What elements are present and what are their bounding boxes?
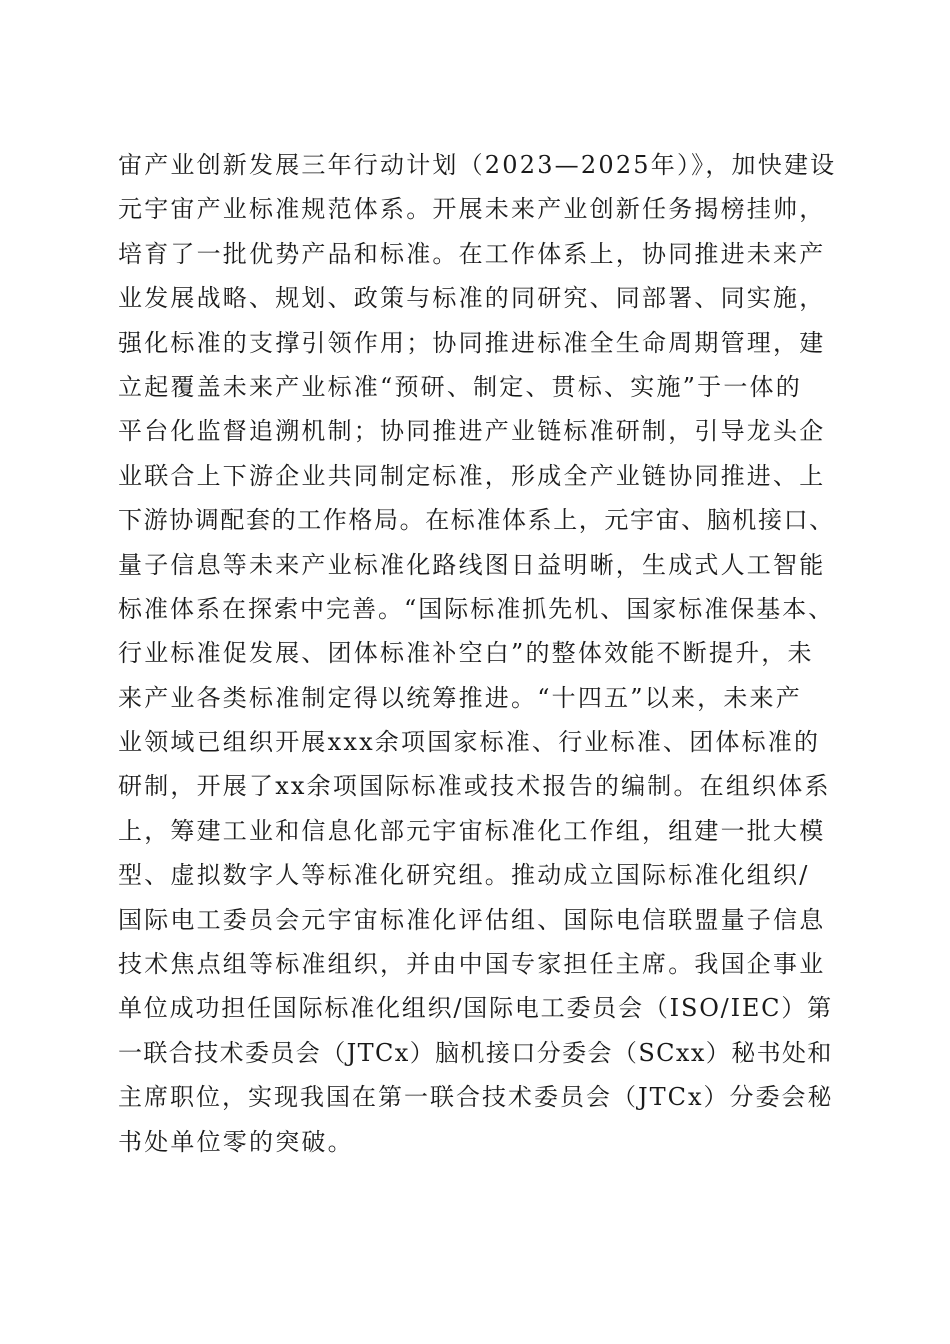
paragraph-line: 业领域已组织开展xxx余项国家标准、行业标准、团体标准的	[118, 728, 821, 757]
paragraph-line: 培育了一批优势产品和标准。在工作体系上，协同推进未来产	[118, 239, 826, 268]
paragraph-line: 宙产业创新发展三年行动计划（2023—2025年）》，加快建设	[118, 151, 837, 179]
paragraph-line: 平台化监督追溯机制；协同推进产业链标准研制，引导龙头企	[118, 417, 826, 446]
paragraph-line: 业发展战略、规划、政策与标准的同研究、同部署、同实施，	[118, 284, 826, 313]
paragraph-line: 单位成功担任国际标准化组织/国际电工委员会（ISO/IEC）第	[118, 994, 833, 1023]
paragraph-line: 上，筹建工业和信息化部元宇宙标准化工作组，组建一批大模	[118, 816, 826, 845]
paragraph-line: 书处单位零的突破。	[118, 1127, 354, 1156]
paragraph-line: 型、虚拟数字人等标准化研究组。推动成立国际标准化组织/	[118, 861, 810, 890]
paragraph-line: 下游协调配套的工作格局。在标准体系上，元宇宙、脑机接口、	[118, 506, 835, 535]
paragraph-line: 技术焦点组等标准组织，并由中国专家担任主席。我国企事业	[118, 950, 826, 979]
paragraph-line: 来产业各类标准制定得以统筹推进。“十四五”以来，未来产	[118, 683, 802, 712]
paragraph-line: 量子信息等未来产业标准化路线图日益明晰，生成式人工智能	[118, 550, 826, 579]
body-paragraph	[118, 143, 838, 1164]
paragraph-line: 立起覆盖未来产业标准“预研、制定、贯标、实施”于一体的	[118, 372, 802, 401]
paragraph-line: 国际电工委员会元宇宙标准化评估组、国际电信联盟量子信息	[118, 905, 826, 934]
paragraph-line: 行业标准促发展、团体标准补空白”的整体效能不断提升，未	[118, 639, 814, 668]
paragraph-line: 业联合上下游企业共同制定标准，形成全产业链协同推进、上	[118, 461, 826, 490]
paragraph-line: 主席职位，实现我国在第一联合技术委员会（JTCx）分委会秘	[118, 1083, 834, 1112]
paragraph-line: 强化标准的支撑引领作用；协同推进标准全生命周期管理，建	[118, 328, 826, 357]
paragraph-line: 标准体系在探索中完善。“国际标准抓先机、国家标准保基本、	[118, 594, 835, 623]
paragraph-line: 元宇宙产业标准规范体系。开展未来产业创新任务揭榜挂帅，	[118, 195, 826, 224]
paragraph-line: 研制，开展了xx余项国际标准或技术报告的编制。在组织体系	[118, 772, 831, 801]
paragraph-line: 一联合技术委员会（JTCx）脑机接口分委会（SCxx）秘书处和	[118, 1038, 833, 1067]
